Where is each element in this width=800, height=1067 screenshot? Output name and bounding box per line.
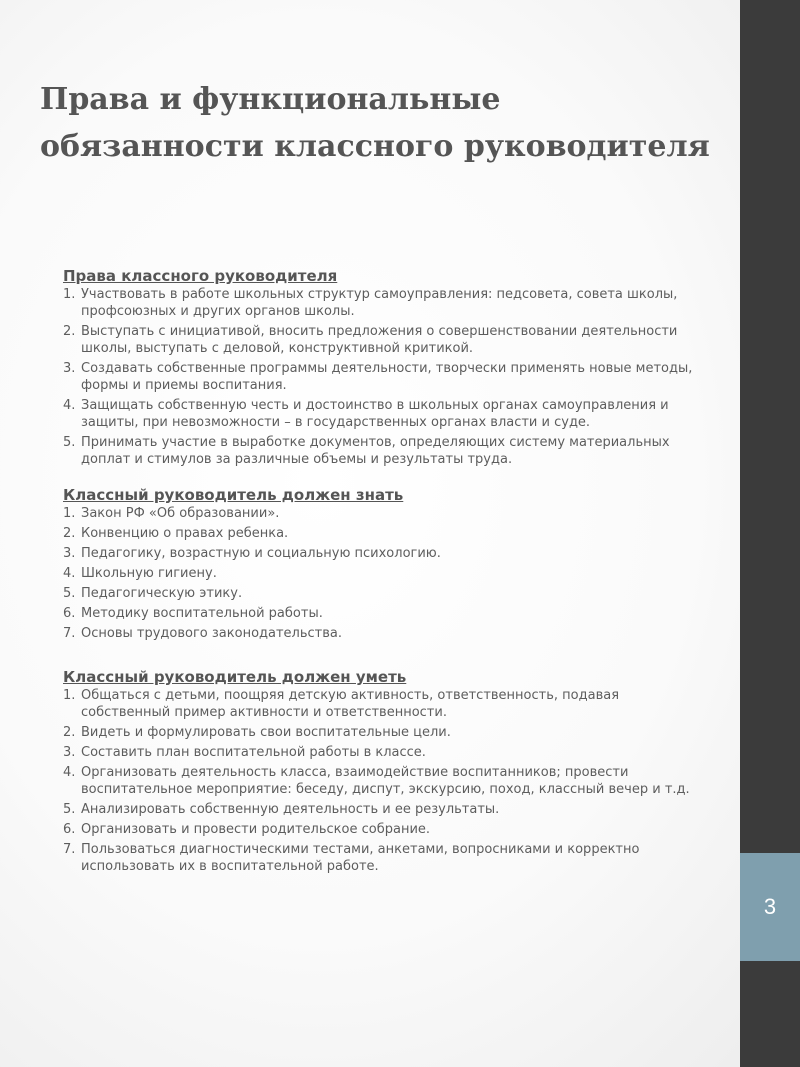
item-text: Видеть и формулировать свои воспитательные цели.	[81, 725, 451, 740]
item-text: Школьную гигиену.	[81, 566, 217, 581]
item-text: Пользоваться диагностическими тестами, анкетами, вопросниками и корректно использовать их в воспитательной работе.	[81, 842, 640, 874]
slide-content	[63, 266, 703, 878]
must-be-able-list	[63, 687, 703, 875]
section-heading: Классный руководитель должен знать	[63, 486, 404, 504]
item-number: 2.	[63, 526, 76, 541]
list-item	[63, 841, 703, 875]
item-text: Составить план воспитательной работы в классе.	[81, 745, 426, 760]
list-item	[63, 397, 703, 431]
section-rights	[63, 266, 703, 468]
item-text: Конвенцию о правах ребенка.	[81, 526, 289, 541]
item-text: Педагогику, возрастную и социальную психологию.	[81, 546, 441, 561]
slide-number: 3	[763, 894, 777, 919]
list-item	[63, 605, 703, 622]
item-text: Принимать участие в выработке документов, определяющих систему материальных доплат и стимулов за различные объемы и результаты труда.	[81, 435, 670, 467]
list-item	[63, 434, 703, 468]
must-know-list	[63, 505, 703, 642]
list-item	[63, 545, 703, 562]
list-item	[63, 801, 703, 818]
item-text: Закон РФ «Об образовании».	[81, 506, 280, 521]
slide-number-badge	[740, 853, 800, 961]
slide-title: Права и функциональные обязанности классного руководителя	[40, 82, 710, 164]
item-number: 3.	[63, 546, 76, 561]
rights-list	[63, 286, 703, 468]
item-text: Организовать деятельность класса, взаимодействие воспитанников; провести воспитательное мероприятие: беседу, диспут, экскурсию, поход, классный вечер и т.д.	[81, 765, 690, 797]
list-item	[63, 525, 703, 542]
item-text: Организовать и провести родительское собрание.	[81, 822, 431, 837]
section-must-know	[63, 485, 703, 642]
list-item	[63, 360, 703, 394]
list-item	[63, 323, 703, 357]
section-heading: Права классного руководителя	[63, 267, 338, 285]
list-item	[63, 744, 703, 761]
list-item	[63, 821, 703, 838]
item-text: Общаться с детьми, поощряя детскую активность, ответственность, подавая собственный пример активности и ответственности.	[81, 688, 620, 720]
list-item	[63, 764, 703, 798]
section-heading: Классный руководитель должен уметь	[63, 668, 407, 686]
list-item	[63, 505, 703, 522]
item-number: 7.	[63, 842, 76, 857]
item-text: Защищать собственную честь и достоинство в школьных органах самоуправления и защиты, при невозможности – в государственных органах власти и суде.	[81, 398, 669, 430]
item-number: 1.	[63, 506, 76, 521]
item-number: 4.	[63, 566, 76, 581]
item-number: 3.	[63, 745, 76, 760]
item-number: 6.	[63, 606, 76, 621]
item-text: Педагогическую этику.	[81, 586, 243, 601]
item-number: 5.	[63, 435, 76, 450]
item-text: Создавать собственные программы деятельности, творчески применять новые методы, формы и приемы воспитания.	[81, 361, 693, 393]
item-number: 3.	[63, 361, 76, 376]
item-number: 4.	[63, 765, 76, 780]
item-number: 2.	[63, 324, 76, 339]
list-item	[63, 585, 703, 602]
section-must-be-able	[63, 667, 703, 875]
item-text: Методику воспитательной работы.	[81, 606, 323, 621]
item-text: Участвовать в работе школьных структур самоуправления: педсовета, совета школы, профсоюзных и других органов школы.	[81, 287, 678, 319]
item-number: 4.	[63, 398, 76, 413]
list-item	[63, 625, 703, 642]
list-item	[63, 565, 703, 582]
item-text: Анализировать собственную деятельность и ее результаты.	[81, 802, 500, 817]
item-number: 2.	[63, 725, 76, 740]
item-number: 7.	[63, 626, 76, 641]
list-item	[63, 286, 703, 320]
item-number: 1.	[63, 688, 76, 703]
item-number: 5.	[63, 802, 76, 817]
item-number: 6.	[63, 822, 76, 837]
list-item	[63, 687, 703, 721]
item-number: 5.	[63, 586, 76, 601]
list-item	[63, 724, 703, 741]
item-text: Основы трудового законодательства.	[81, 626, 342, 641]
item-number: 1.	[63, 287, 76, 302]
item-text: Выступать с инициативой, вносить предложения о совершенствовании деятельности школы, выступать с деловой, конструктивной критикой.	[81, 324, 678, 356]
